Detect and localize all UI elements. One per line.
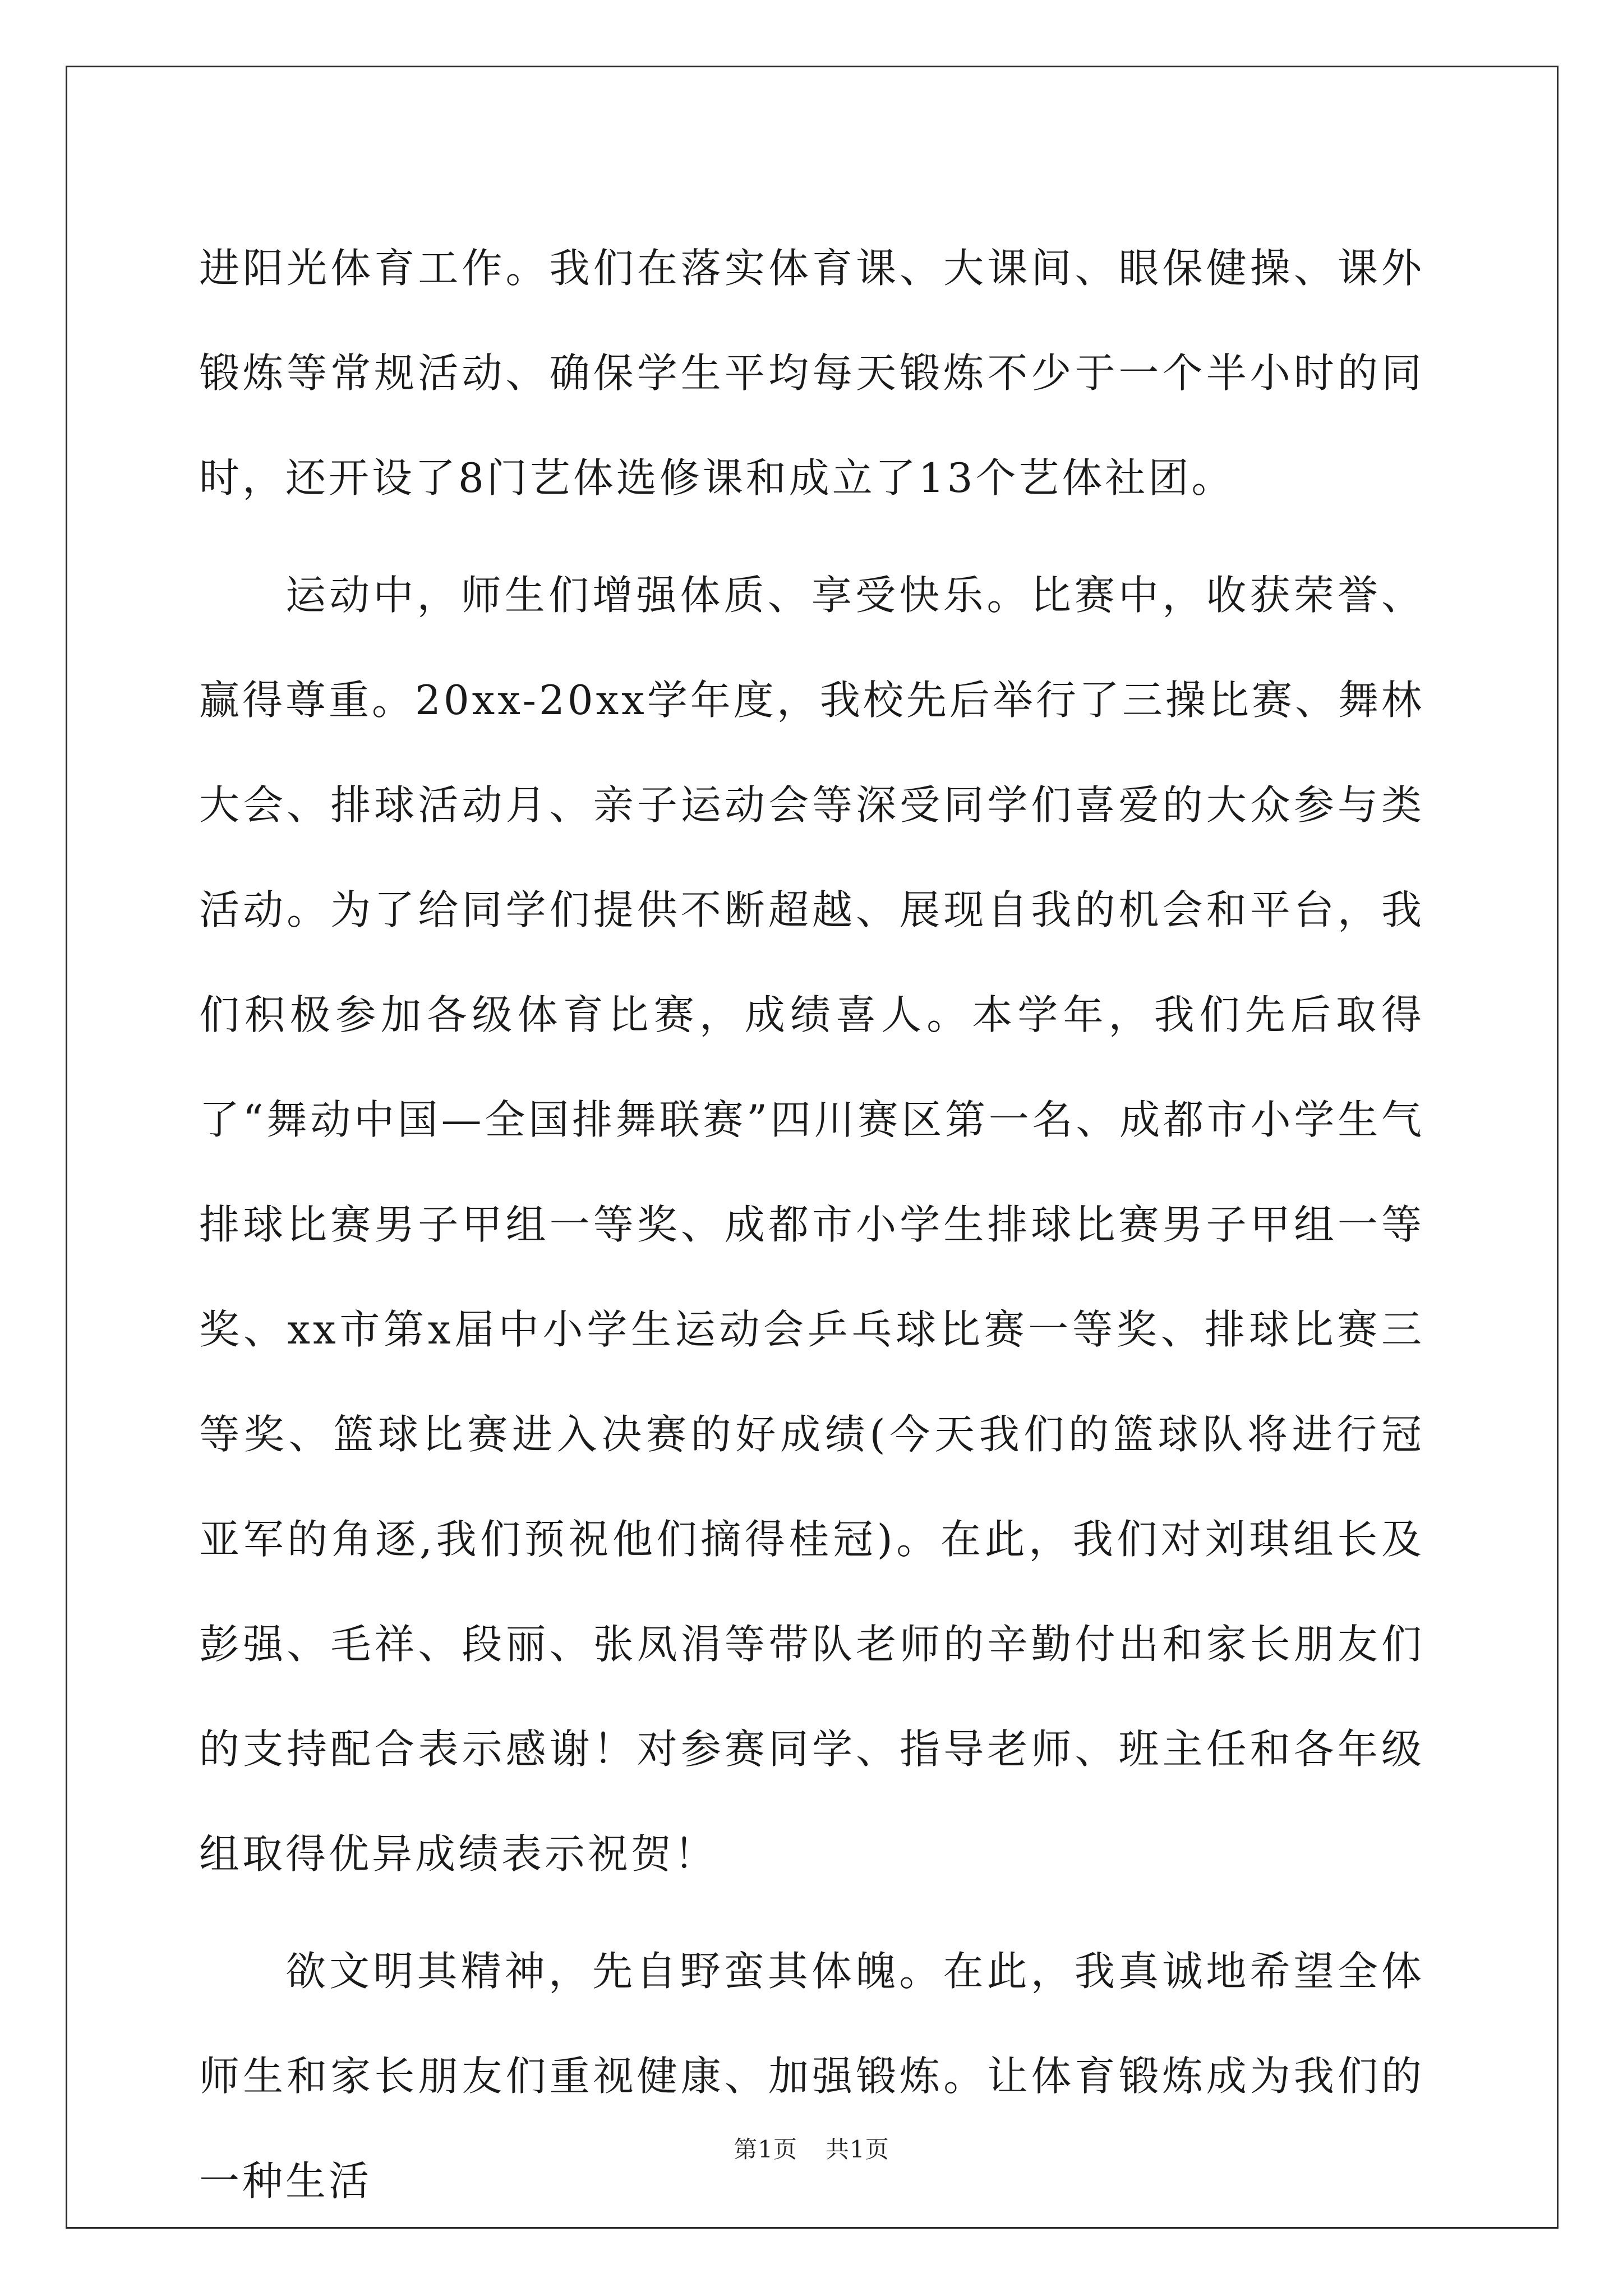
paragraph-1: 进阳光体育工作。我们在落实体育课、大课间、眼保健操、课外锻炼等常规活动、确保学生平均每天锻炼不少于一个半小时的同时，还开设了8门艺体选修课和成立了13个艺体社团。 bbox=[199, 245, 1424, 501]
page-number: 第1页 bbox=[734, 2136, 797, 2163]
paragraph-2: 运动中，师生们增强体质、享受快乐。比赛中，收获荣誉、赢得尊重。20xx-20xx学年度，我校先后举行了三操比赛、舞林大会、排球活动月、亲子运动会等深受同学们喜爱的大众参与类活动。为了给同学们提供不断超越、展现自我的机会和平台，我们积极参加各级体育比赛，成绩喜人。本学年，我们先后取得了“舞动中国—全国排舞联赛”四川赛区第一名、成都市小学生气排球比赛男子甲组一等奖、成都市小学生排球比赛男子甲组一等奖、xx市第x届中小学生运动会乒乓球比赛一等奖、排球比赛三等奖、篮球比赛进入决赛的好成绩(今天我们的篮球队将进行冠亚军的角逐,我们预祝他们摘得桂冠)。在此，我们对刘琪组长及彭强、毛祥、段丽、张凤涓等带队老师的辛勤付出和家长朋友们的支持配合表示感谢！对参赛同学、指导老师、班主任和各年级组取得优异成绩表示祝贺！ bbox=[199, 572, 1424, 1878]
paragraph-3: 欲文明其精神，先自野蛮其体魄。在此，我真诚地希望全体师生和家长朋友们重视健康、加强锻炼。让体育锻炼成为我们的一种生活 bbox=[199, 1948, 1424, 2205]
document-body bbox=[199, 216, 1424, 2246]
page-total: 共1页 bbox=[826, 2136, 889, 2163]
page-footer bbox=[0, 2133, 1623, 2166]
